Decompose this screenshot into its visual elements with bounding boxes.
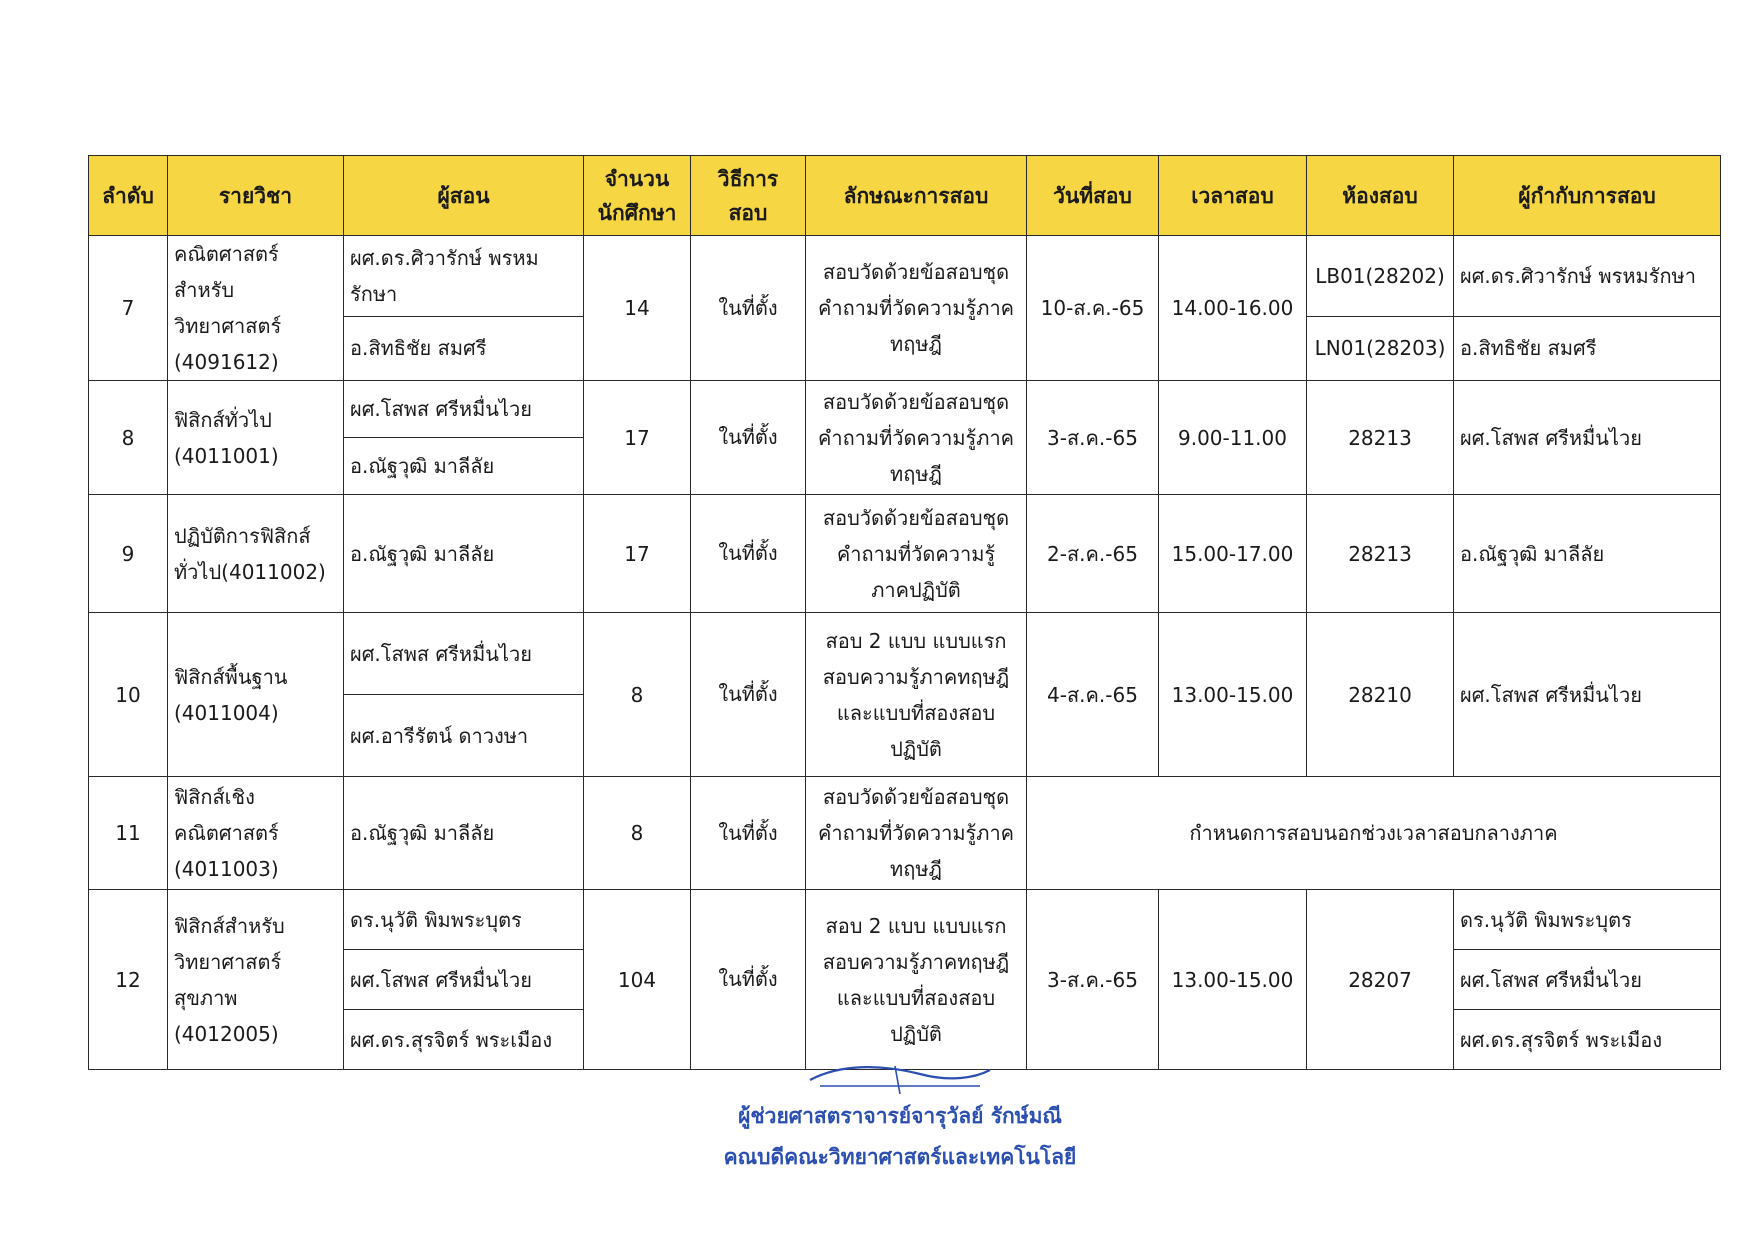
method-cell: ในที่ตั้ง: [691, 777, 806, 890]
header-instructor: ผู้สอน: [344, 156, 584, 236]
exam-type-cell: สอบ 2 แบบ แบบแรก สอบความรู้ภาคทฤษฎี และแบบที่สองสอบ ปฏิบัติ: [806, 613, 1027, 777]
row-no: 7: [89, 236, 168, 381]
exam-time-cell: 9.00-11.00: [1159, 381, 1307, 495]
method-cell: ในที่ตั้ง: [691, 613, 806, 777]
exam-time-cell: 13.00-15.00: [1159, 890, 1307, 1070]
subject-cell: คณิตศาสตร์สำหรับ วิทยาศาสตร์ (4091612): [168, 236, 344, 381]
instructor-cell: ผศ.โสพส ศรีหมื่นไวย: [344, 613, 584, 695]
subject-cell: ฟิสิกส์พื้นฐาน (4011004): [168, 613, 344, 777]
exam-time-cell: 14.00-16.00: [1159, 236, 1307, 381]
room-cell: 28213: [1307, 381, 1454, 495]
method-cell: ในที่ตั้ง: [691, 236, 806, 381]
row-no: 12: [89, 890, 168, 1070]
exam-date-cell: 4-ส.ค.-65: [1027, 613, 1159, 777]
header-no: ลำดับ: [89, 156, 168, 236]
students-cell: 14: [584, 236, 691, 381]
method-cell: ในที่ตั้ง: [691, 890, 806, 1070]
header-students: จำนวน นักศึกษา: [584, 156, 691, 236]
header-exam-type: ลักษณะการสอบ: [806, 156, 1027, 236]
proctor-cell: ดร.นุวัติ พิมพระบุตร: [1454, 890, 1721, 950]
table-row: [89, 495, 1721, 613]
students-cell: 8: [584, 777, 691, 890]
row-no: 8: [89, 381, 168, 495]
instructor-cell: ผศ.ดร.ศิวารักษ์ พรหมรักษา: [344, 236, 584, 317]
proctor-cell: ผศ.ดร.สุรจิตร์ พระเมือง: [1454, 1010, 1721, 1070]
proctor-cell: อ.ณัฐวุฒิ มาลีลัย: [1454, 495, 1721, 613]
table-row: [89, 236, 1721, 317]
row-no: 11: [89, 777, 168, 890]
instructor-cell: อ.ณัฐวุฒิ มาลีลัย: [344, 438, 584, 495]
exam-date-cell: 3-ส.ค.-65: [1027, 890, 1159, 1070]
signature-mark: [800, 1060, 1000, 1096]
proctor-cell: ผศ.ดร.ศิวารักษ์ พรหมรักษา: [1454, 236, 1721, 317]
proctor-cell: ผศ.โสพส ศรีหมื่นไวย: [1454, 381, 1721, 495]
instructor-cell: ผศ.โสพส ศรีหมื่นไวย: [344, 950, 584, 1010]
instructor-cell: ผศ.ดร.สุรจิตร์ พระเมือง: [344, 1010, 584, 1070]
instructor-cell: อ.สิทธิชัย สมศรี: [344, 316, 584, 380]
header-time: เวลาสอบ: [1159, 156, 1307, 236]
table-row: [89, 381, 1721, 438]
students-cell: 8: [584, 613, 691, 777]
header-method: วิธีการ สอบ: [691, 156, 806, 236]
row-no: 10: [89, 613, 168, 777]
proctor-cell: ผศ.โสพส ศรีหมื่นไวย: [1454, 613, 1721, 777]
signature-block: [620, 1060, 1180, 1174]
table-body: [89, 236, 1721, 1070]
method-cell: ในที่ตั้ง: [691, 495, 806, 613]
room-cell: LB01(28202): [1307, 236, 1454, 317]
exam-type-cell: สอบวัดด้วยข้อสอบชุด คำถามที่วัดความรู้ภาค ทฤษฎี: [806, 236, 1027, 381]
exam-type-cell: สอบ 2 แบบ แบบแรก สอบความรู้ภาคทฤษฎี และแบบที่สองสอบ ปฏิบัติ: [806, 890, 1027, 1070]
students-cell: 17: [584, 495, 691, 613]
exam-type-cell: สอบวัดด้วยข้อสอบชุด คำถามที่วัดความรู้ภาค ทฤษฎี: [806, 381, 1027, 495]
room-cell: LN01(28203): [1307, 316, 1454, 380]
room-cell: 28210: [1307, 613, 1454, 777]
exam-date-cell: 2-ส.ค.-65: [1027, 495, 1159, 613]
instructor-cell: อ.ณัฐวุฒิ มาลีลัย: [344, 495, 584, 613]
room-cell: 28213: [1307, 495, 1454, 613]
row-no: 9: [89, 495, 168, 613]
students-cell: 104: [584, 890, 691, 1070]
room-cell: 28207: [1307, 890, 1454, 1070]
table-row: [89, 613, 1721, 695]
schedule-note: กำหนดการสอบนอกช่วงเวลาสอบกลางภาค: [1027, 777, 1721, 890]
header-proctor: ผู้กำกับการสอบ: [1454, 156, 1721, 236]
exam-time-cell: 13.00-15.00: [1159, 613, 1307, 777]
exam-date-cell: 3-ส.ค.-65: [1027, 381, 1159, 495]
header-date: วันที่สอบ: [1027, 156, 1159, 236]
table-row: [89, 777, 1721, 890]
header-subject: รายวิชา: [168, 156, 344, 236]
subject-cell: ฟิสิกส์เชิง คณิตศาสตร์ (4011003): [168, 777, 344, 890]
exam-date-cell: 10-ส.ค.-65: [1027, 236, 1159, 381]
proctor-cell: ผศ.โสพส ศรีหมื่นไวย: [1454, 950, 1721, 1010]
instructor-cell: ผศ.โสพส ศรีหมื่นไวย: [344, 381, 584, 438]
table-header-row: [89, 156, 1721, 236]
exam-schedule-table: [88, 155, 1721, 1070]
header-room: ห้องสอบ: [1307, 156, 1454, 236]
table-row: [89, 890, 1721, 950]
proctor-cell: อ.สิทธิชัย สมศรี: [1454, 316, 1721, 380]
exam-type-cell: สอบวัดด้วยข้อสอบชุด คำถามที่วัดความรู้ภาค ทฤษฎี: [806, 777, 1027, 890]
instructor-cell: ผศ.อารีรัตน์ ดาวงษา: [344, 695, 584, 777]
instructor-cell: ดร.นุวัติ พิมพระบุตร: [344, 890, 584, 950]
exam-time-cell: 15.00-17.00: [1159, 495, 1307, 613]
subject-cell: ฟิสิกส์ทั่วไป (4011001): [168, 381, 344, 495]
method-cell: ในที่ตั้ง: [691, 381, 806, 495]
students-cell: 17: [584, 381, 691, 495]
instructor-cell: อ.ณัฐวุฒิ มาลีลัย: [344, 777, 584, 890]
subject-cell: ปฏิบัติการฟิสิกส์ ทั่วไป(4011002): [168, 495, 344, 613]
exam-type-cell: สอบวัดด้วยข้อสอบชุด คำถามที่วัดความรู้ ภาคปฏิบัติ: [806, 495, 1027, 613]
subject-cell: ฟิสิกส์สำหรับ วิทยาศาสตร์ สุขภาพ (4012005): [168, 890, 344, 1070]
signatory-title: คณบดีคณะวิทยาศาสตร์และเทคโนโลยี: [723, 1145, 1077, 1169]
signatory-name: ผู้ช่วยศาสตราจารย์จารุวัลย์ รักษ์มณี: [738, 1104, 1062, 1128]
